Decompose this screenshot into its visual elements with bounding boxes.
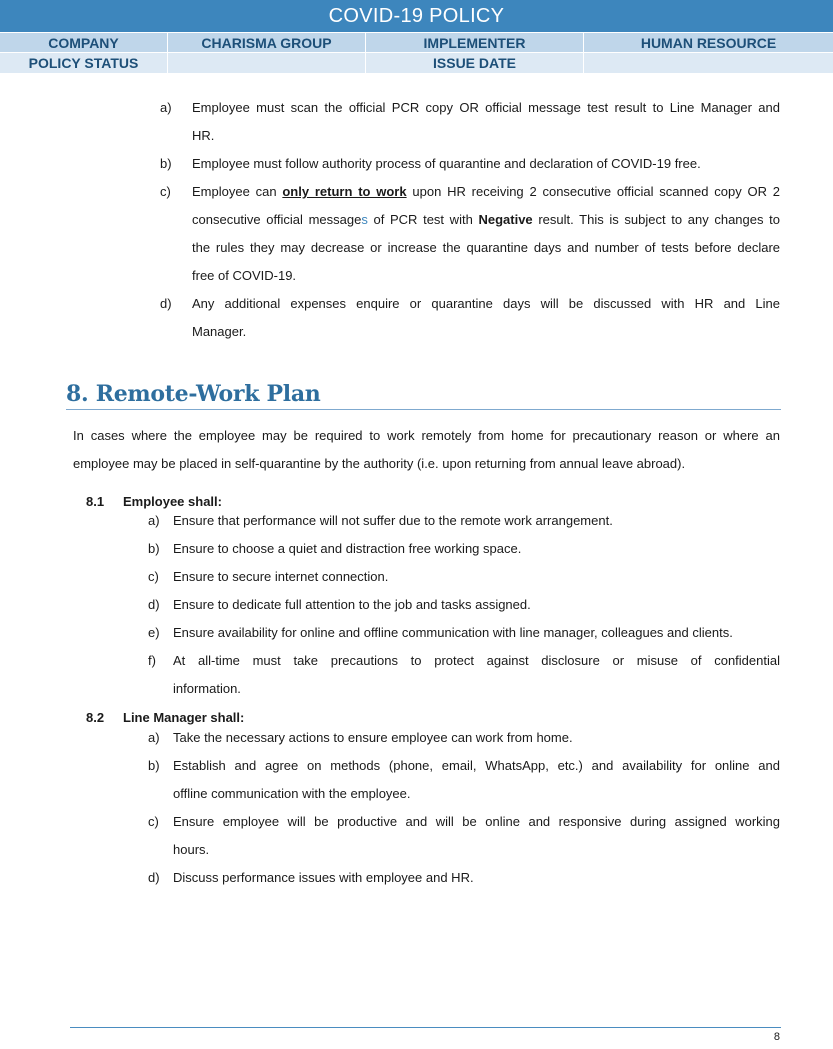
list-item-text: offline communication with the employee. [173, 786, 411, 801]
list-item-text: free of COVID-19. [192, 268, 297, 283]
company-label: COMPANY [0, 33, 168, 53]
list-label: b) [160, 156, 172, 171]
intro-paragraph: In cases where the employee may be required to work remotely from home for precautionary reason or where an [73, 428, 780, 443]
list-item-text: Discuss performance issues with employee and HR. [173, 870, 474, 885]
subsection-title: Line Manager shall: [123, 710, 245, 725]
list-item-text: information. [173, 681, 241, 696]
issue-date-value [584, 53, 833, 73]
list-item-text: Ensure to secure internet connection. [173, 569, 389, 584]
policy-header-table [0, 0, 833, 73]
list-item-text [192, 212, 780, 228]
intro-paragraph: employee may be placed in self-quarantine by the authority (i.e. upon returning from annual leave abroad). [73, 456, 686, 471]
list-label: d) [148, 597, 160, 612]
subsection-number: 8.2 [86, 710, 105, 725]
list-label: d) [148, 870, 160, 885]
emphasis-text: only return to work [282, 184, 407, 199]
policy-status-label: POLICY STATUS [0, 53, 168, 73]
list-label: d) [160, 296, 172, 311]
list-label: c) [148, 814, 159, 829]
list-label: b) [148, 758, 160, 773]
policy-status-value [168, 53, 366, 73]
list-item-text: HR. [192, 128, 215, 143]
list-label: a) [148, 513, 160, 528]
list-item-text: Ensure employee will be productive and will be online and responsive during assigned working [173, 814, 780, 829]
list-item-text: At all-time must take precautions to protect against disclosure or misuse of confidential [173, 653, 780, 668]
header-row-company [0, 33, 833, 53]
list-item-text: Any additional expenses enquire or quarantine days will be discussed with HR and Line [192, 296, 780, 311]
header-row-status [0, 53, 833, 73]
text-run: result. This is subject to any changes to [532, 212, 780, 227]
text-run: upon HR receiving 2 consecutive official scanned copy OR 2 [406, 184, 780, 199]
list-label: a) [160, 100, 172, 115]
company-value: CHARISMA GROUP [168, 33, 366, 53]
list-item-text: Ensure to choose a quiet and distraction free working space. [173, 541, 522, 556]
text-run: Employee can [192, 184, 283, 199]
list-item-text: hours. [173, 842, 210, 857]
list-item-text: Ensure availability for online and offline communication with line manager, colleagues and clients. [173, 625, 733, 640]
text-run: consecutive official message [192, 212, 362, 227]
text-run: s [361, 212, 368, 227]
policy-title: COVID-19 POLICY [0, 0, 833, 33]
heading-underline [66, 409, 781, 410]
list-label: c) [148, 569, 159, 584]
implementer-value: HUMAN RESOURCE [584, 33, 833, 53]
emphasis-text: Negative [478, 212, 533, 227]
list-item-text: Manager. [192, 324, 247, 339]
implementer-label: IMPLEMENTER [366, 33, 584, 53]
list-label: c) [160, 184, 171, 199]
page-number: 8 [773, 1031, 780, 1043]
list-label: b) [148, 541, 160, 556]
list-label: f) [148, 653, 156, 668]
list-item-text: the rules they may decrease or increase the quarantine days and number of tests before declare [192, 240, 780, 255]
list-item-text: Employee must scan the official PCR copy OR official message test result to Line Manager and [192, 100, 780, 115]
list-item-text: Establish and agree on methods (phone, email, WhatsApp, etc.) and availability for online and [173, 758, 780, 773]
list-item-text: Employee must follow authority process of quarantine and declaration of COVID-19 free. [192, 156, 701, 171]
text-run: of PCR test with [367, 212, 479, 227]
subsection-number: 8.1 [86, 494, 105, 509]
list-item-text: Ensure to dedicate full attention to the job and tasks assigned. [173, 597, 531, 612]
subsection-title: Employee shall: [123, 494, 222, 509]
issue-date-label: ISSUE DATE [366, 53, 584, 73]
list-label: a) [148, 730, 160, 745]
footer-rule [70, 1027, 781, 1028]
list-item-text: Ensure that performance will not suffer due to the remote work arrangement. [173, 513, 613, 528]
list-label: e) [148, 625, 160, 640]
list-item-text: Take the necessary actions to ensure employee can work from home. [173, 730, 573, 745]
section-heading: 8. Remote-Work Plan [66, 381, 321, 407]
list-item-text [192, 184, 780, 200]
